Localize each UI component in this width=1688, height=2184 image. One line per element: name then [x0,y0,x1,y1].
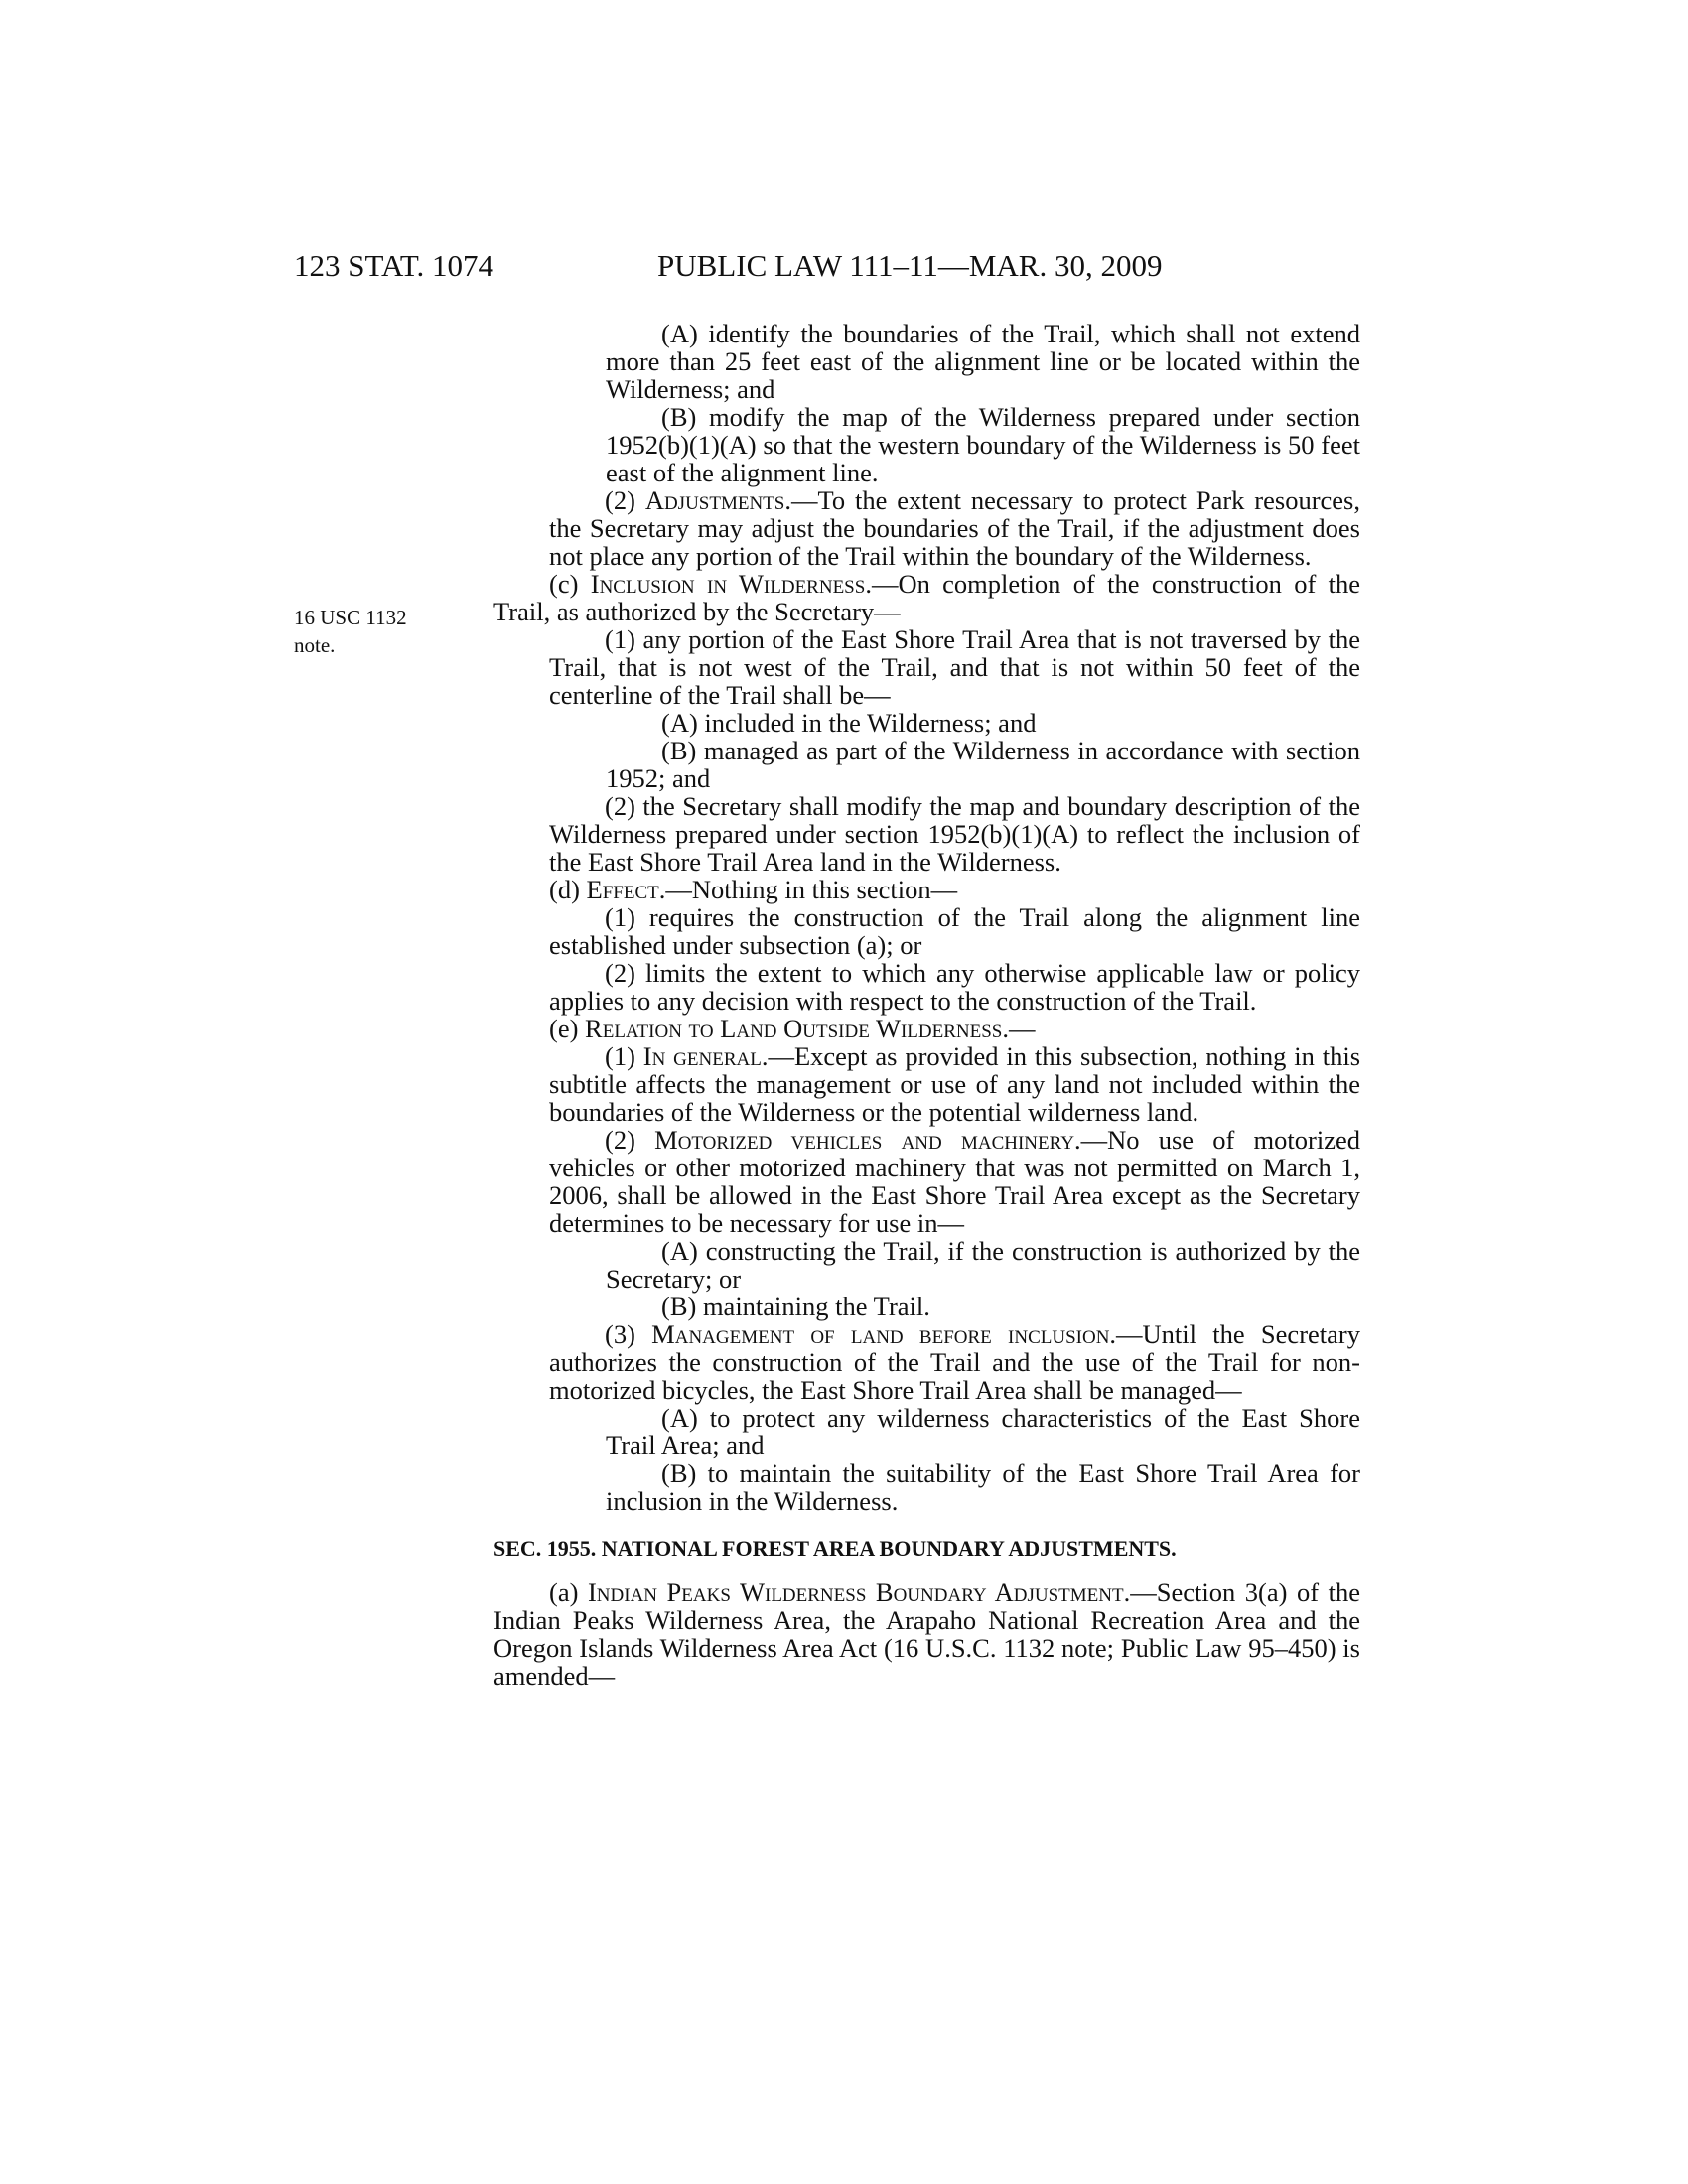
running-header: PUBLIC LAW 111–11—MAR. 30, 2009 [657,248,1163,283]
paragraph-text: .—Except as provided in this subsection, nothing in this subtitle affects the management or use of any land not included within the boundaries of the Wilderness or the potential wilderness land. [549,1041,1361,1127]
margin-note [294,604,407,659]
page-stat-number: 123 STAT. 1074 [294,248,494,283]
paragraph-number: (2) [605,1125,655,1155]
subsection-heading: Indian Peaks Wilderness Boundary Adjustment [587,1577,1124,1607]
subsection-c [493,570,1360,625]
paragraph-number: (3) [605,1319,652,1349]
document-body [493,320,1360,1690]
subsection-number: (d) [549,875,587,904]
paragraph-heading: Management of land before inclusion [651,1319,1110,1349]
section-heading: SEC. 1955. NATIONAL FOREST AREA BOUNDARY ADJUSTMENTS. [493,1536,1177,1561]
paragraph-text: .—No use of motorized vehicles or other motorized machinery that was not permitted on March 1, 2006, shall be allowed in the East Shore Trail Area except as the Secretary determines to be necessary for use in— [549,1125,1360,1238]
section-1955-subsection-a [493,1578,1360,1690]
paragraph-e-2 [493,1126,1360,1237]
paragraph-c-1: (1) any portion of the East Shore Trail Area that is not traversed by the Trail, that is not west of the Trail, and that is not within 50 feet of the centerline of the Trail shall be— [549,624,1360,710]
paragraph-c-2: (2) the Secretary shall modify the map and boundary description of the Wilderness prepared under section 1952(b)(1)(A) to reflect the inclusion of the East Shore Trail Area land in the Wilderness. [549,791,1360,877]
paragraph-a-A: (A) identify the boundaries of the Trail, which shall not extend more than 25 feet east of the alignment line or be located within the Wilderness; and [606,319,1360,404]
subsection-text: .— [1002,1014,1036,1043]
paragraph-text: .—Until the Secretary authorizes the construction of the Trail and the use of the Trail for non-motorized bicycles, the East Shore Trail Area shall be managed— [549,1319,1360,1405]
subsection-heading: Effect [586,875,659,904]
subsection-text: .—Section 3(a) of the Indian Peaks Wilderness Area, the Arapaho National Recreation Area and the Oregon Islands Wilderness Area Act (16 U.S.C. 1132 note; Public Law 95–450) is amended— [493,1577,1360,1691]
paragraph-c-1-B: (B) managed as part of the Wilderness in accordance with section 1952; and [606,736,1360,793]
margin-note-line-1: 16 USC 1132 [294,606,407,629]
paragraph-e-3-B: (B) to maintain the suitability of the East Shore Trail Area for inclusion in the Wilderness. [606,1458,1360,1516]
subsection-text: .—Nothing in this section— [658,875,958,904]
subsection-heading: Inclusion in Wilderness [590,569,866,599]
paragraph-e-1 [493,1042,1360,1126]
margin-note-line-2: note. [294,633,336,657]
paragraph-d-1: (1) requires the construction of the Trail along the alignment line established under subsection (a); or [549,902,1360,960]
subsection-number: (a) [549,1577,588,1607]
subsection-d [493,876,1360,903]
paragraph-e-3 [493,1320,1360,1404]
subsection-number: (e) [549,1014,586,1043]
paragraph-text: .—To the extent necessary to protect Park resources, the Secretary may adjust the boundaries of the Trail, if the adjustment does not place any portion of the Trail within the boundary of the Wilderness. [549,485,1360,571]
paragraph-number: (2) [605,485,645,515]
paragraph-heading: Adjustments [644,485,785,515]
subsection-text: .—On completion of the construction of the Trail, as authorized by the Secretary— [493,569,1360,626]
subsection-heading: Relation to Land Outside Wilderness [585,1014,1003,1043]
paragraph-d-2: (2) limits the extent to which any otherwise applicable law or policy applies to any decision with respect to the construction of the Trail. [549,958,1360,1016]
paragraph-heading: In general [642,1041,762,1071]
paragraph-a-B: (B) modify the map of the Wilderness prepared under section 1952(b)(1)(A) so that the western boundary of the Wilderness is 50 feet east of the alignment line. [606,402,1360,487]
paragraph-e-3-A: (A) to protect any wilderness characteristics of the East Shore Trail Area; and [606,1403,1360,1460]
paragraph-heading: Motorized vehicles and machinery [654,1125,1074,1155]
paragraph-e-2-B: (B) maintaining the Trail. [661,1292,930,1321]
paragraph-b-2 [493,486,1360,570]
paragraph-e-2-A: (A) constructing the Trail, if the construction is authorized by the Secretary; or [606,1236,1360,1294]
subsection-e [493,1015,1360,1042]
paragraph-number: (1) [605,1041,643,1071]
subsection-number: (c) [549,569,591,599]
paragraph-c-1-A: (A) included in the Wilderness; and [661,708,1037,738]
